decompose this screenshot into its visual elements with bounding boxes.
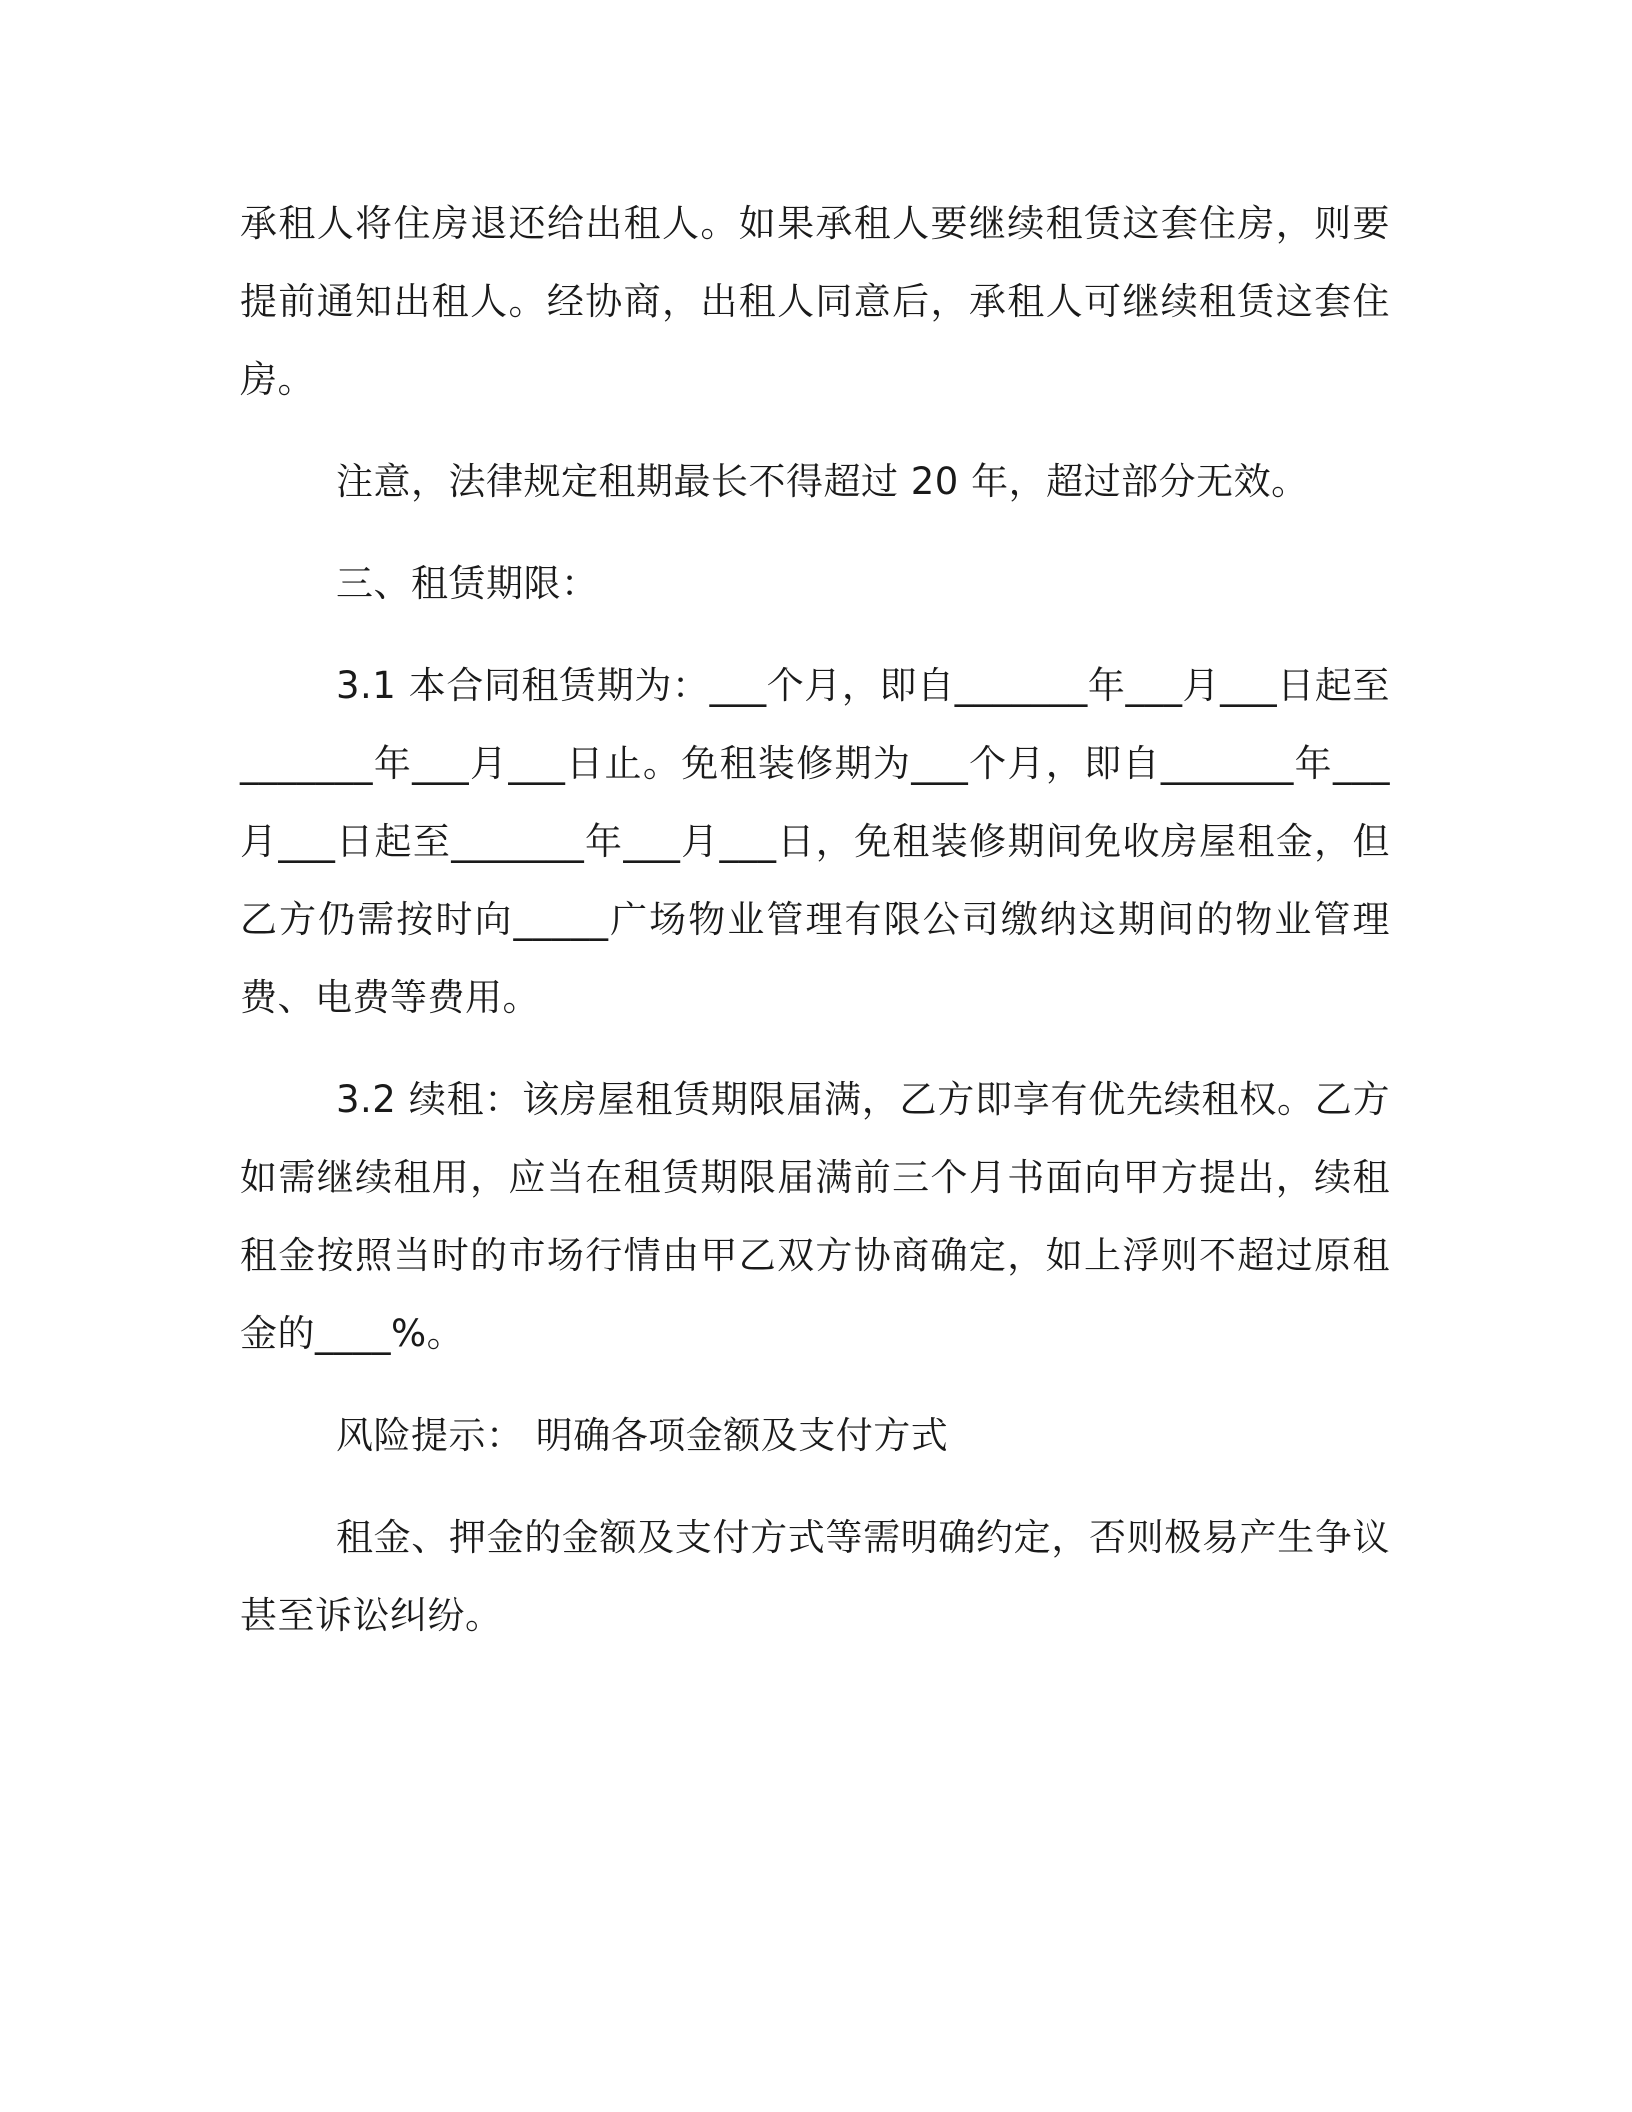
- risk-notice-body: 租金、押金的金额及支付方式等需明确约定，否则极易产生争议甚至诉讼纠纷。: [240, 1516, 1390, 1637]
- clause-3-1-lease-period: 3.1 本合同租赁期为：___个月，即自_______年___月___日起至_______年___月___日止。免租装修期为___个月，即自_______年___月___日起至_______年___月___日，免租装修期间免收房屋租金，但乙方仍需按时向_____广场物业管理有限公司缴纳这期间的物业管理费、电费等费用。: [240, 664, 1390, 1019]
- clause-3-2-renewal: 3.2 续租：该房屋租赁期限届满，乙方即享有优先续租权。乙方如需继续租用，应当在租赁期限届满前三个月书面向甲方提出，续租租金按照当时的市场行情由甲乙双方协商确定，如上浮则不超过原租金的____%。: [240, 1078, 1390, 1355]
- paragraph-return-housing: 承租人将住房退还给出租人。如果承租人要继续租赁这套住房，则要提前通知出租人。经协商，出租人同意后，承租人可继续租赁这套住房。: [240, 202, 1390, 401]
- paragraph-legal-note: 注意，法律规定租期最长不得超过 20 年，超过部分无效。: [336, 460, 1309, 503]
- document-page: [240, 185, 1390, 1655]
- section-heading-lease-term: 三、租赁期限：: [336, 562, 599, 605]
- risk-notice-heading: 风险提示： 明确各项金额及支付方式: [336, 1414, 949, 1457]
